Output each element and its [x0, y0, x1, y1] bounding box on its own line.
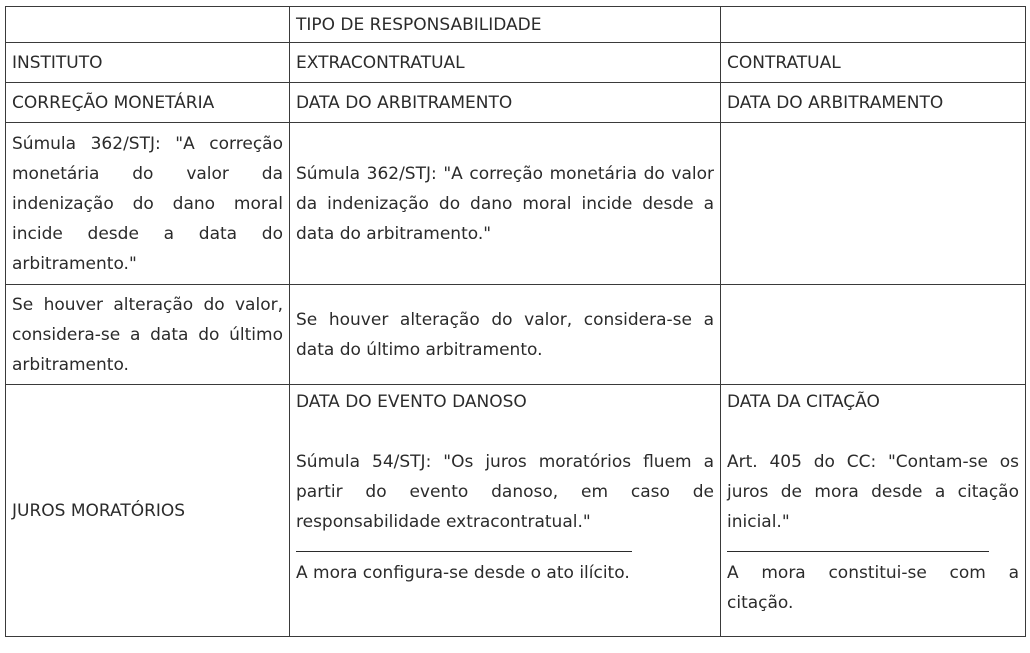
juros-contratual-heading: DATA DA CITAÇÃO — [727, 392, 880, 412]
cell-alteracao-extracontratual: Se houver alteração do valor, considera-se a data do último arbitramento. — [290, 285, 721, 385]
spacer — [296, 417, 714, 447]
juros-extracontratual-text: Súmula 54/STJ: "Os juros moratórios fluem a partir do evento danoso, em caso de responsabilidade extracontratual." — [296, 452, 714, 532]
juros-contratual-text: Art. 405 do CC: "Contam-se os juros de mora desde a citação inicial." — [727, 452, 1019, 532]
cell-correcao-extracontratual: DATA DO ARBITRAMENTO — [290, 83, 721, 123]
table-row-header — [6, 7, 1026, 43]
separator-line — [727, 551, 989, 552]
table-row-correcao — [6, 83, 1026, 123]
header-cell-empty-right — [721, 7, 1026, 43]
cell-juros-contratual — [721, 385, 1026, 637]
table-row-sumula362 — [6, 123, 1026, 285]
cell-alteracao-left: Se houver alteração do valor, considera-se a data do último arbitramento. — [6, 285, 290, 385]
table-row-alteracao — [6, 285, 1026, 385]
header-cell-empty-left — [6, 7, 290, 43]
header-cell-tipo: TIPO DE RESPONSABILIDADE — [290, 7, 721, 43]
juros-extracontratual-heading: DATA DO EVENTO DANOSO — [296, 392, 527, 412]
cell-extracontratual-heading: EXTRACONTRATUAL — [290, 43, 721, 83]
cell-sumula362-left: Súmula 362/STJ: "A correção monetária do valor da indenização do dano moral incide desde a data do arbitramento." — [6, 123, 290, 285]
table-row-instituto — [6, 43, 1026, 83]
juros-contratual-note: A mora constitui-se com a citação. — [727, 563, 1019, 613]
cell-contratual-heading: CONTRATUAL — [721, 43, 1026, 83]
juros-extracontratual-note: A mora configura-se desde o ato ilícito. — [296, 563, 630, 583]
cell-juros-extracontratual — [290, 385, 721, 637]
cell-correcao-contratual: DATA DO ARBITRAMENTO — [721, 83, 1026, 123]
cell-sumula362-extracontratual: Súmula 362/STJ: "A correção monetária do valor da indenização do dano moral incide desde a data do arbitramento." — [290, 123, 721, 285]
cell-alteracao-contratual — [721, 285, 1026, 385]
separator-line — [296, 551, 632, 552]
cell-instituto-label: INSTITUTO — [6, 43, 290, 83]
responsibility-table — [5, 6, 1026, 637]
cell-juros-label: JUROS MORATÓRIOS — [6, 385, 290, 637]
cell-correcao-label: CORREÇÃO MONETÁRIA — [6, 83, 290, 123]
cell-sumula362-contratual — [721, 123, 1026, 285]
table-row-juros — [6, 385, 1026, 637]
spacer — [727, 417, 1019, 447]
